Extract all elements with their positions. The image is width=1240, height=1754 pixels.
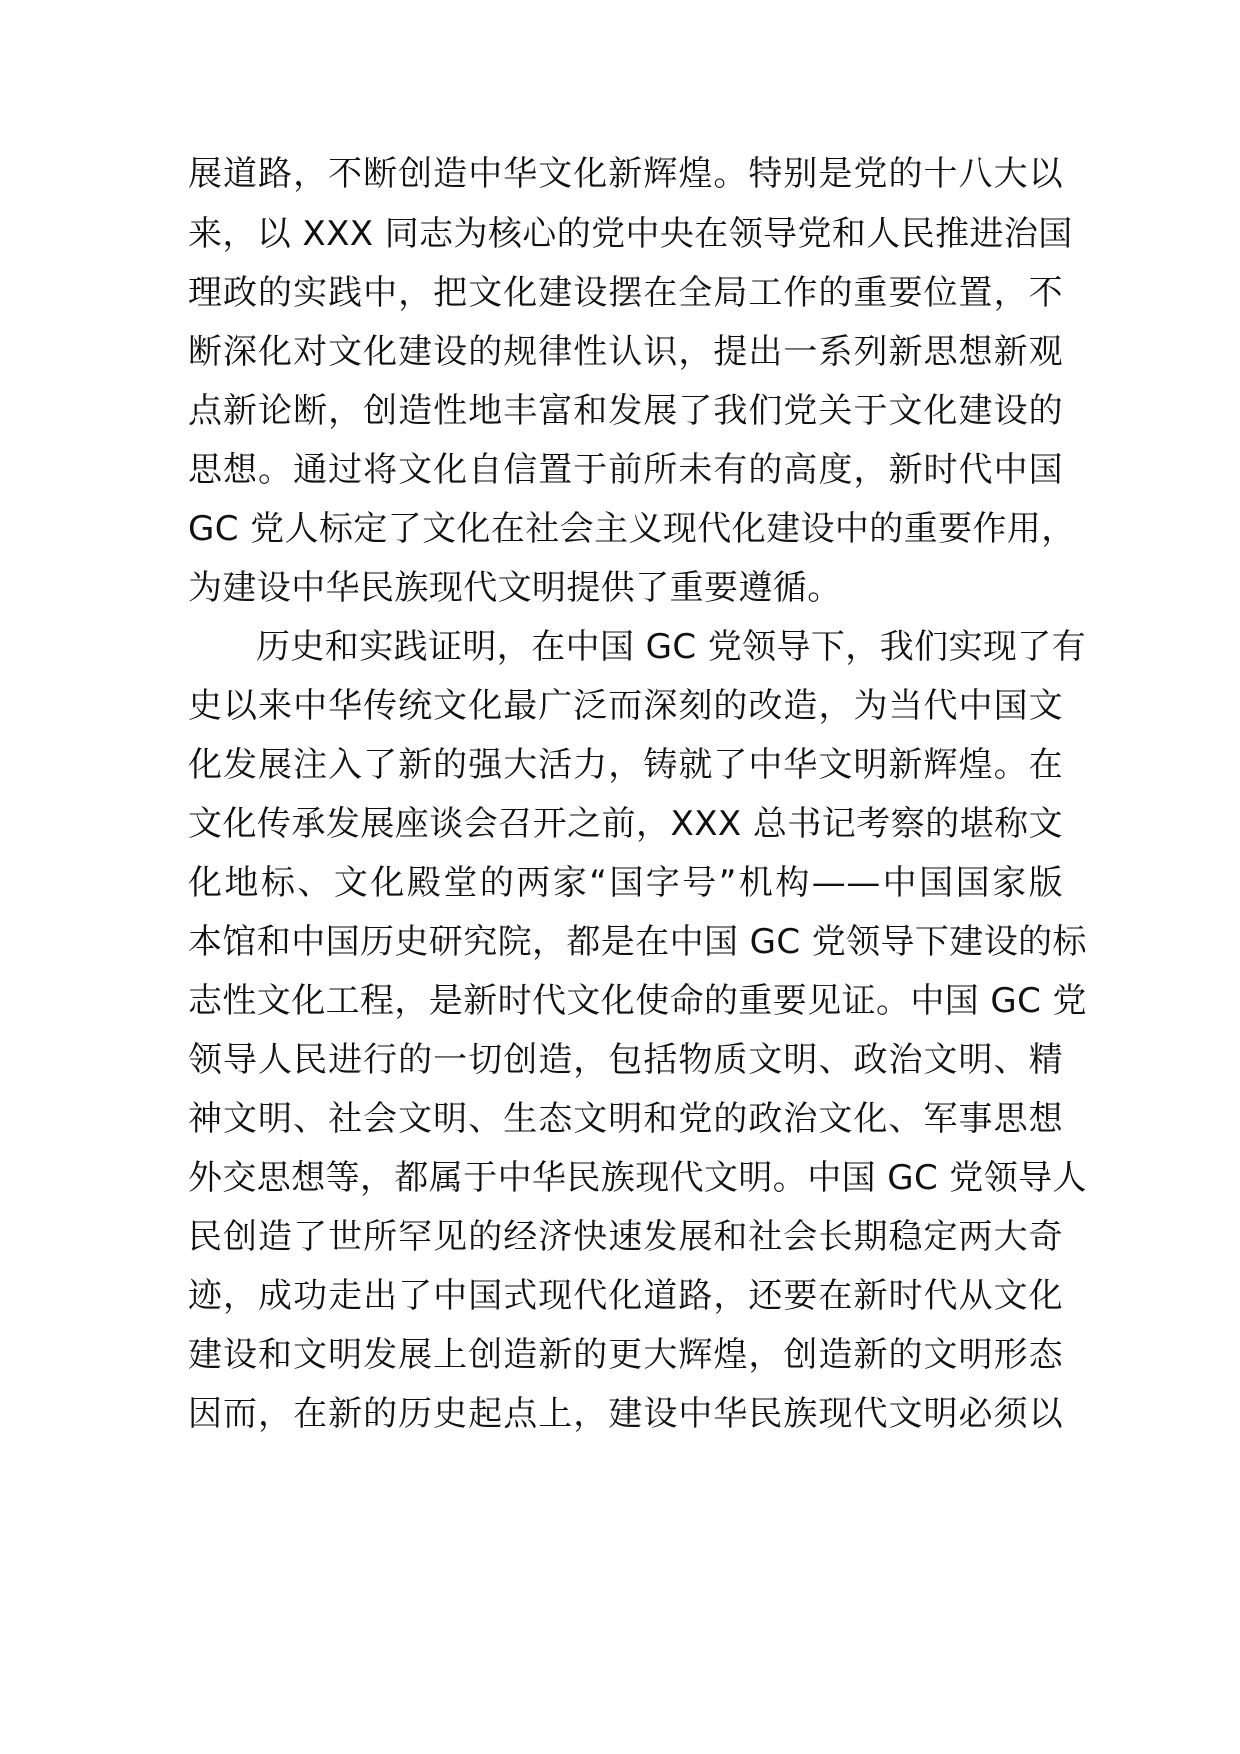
text-line: 思想。通过将文化自信置于前所未有的高度，新时代中国 (188, 450, 1063, 490)
text-line: 化发展注入了新的强大活力，铸就了中华文明新辉煌。在 (188, 745, 1063, 785)
text-line: 断深化对文化建设的规律性认识，提出一系列新思想新观 (188, 332, 1063, 372)
text-line: 化地标、文化殿堂的两家“国字号”机构——中国国家版 (188, 863, 1063, 903)
text-line: 为建设中华民族现代文明提供了重要遵循。 (188, 568, 842, 608)
text-line: 因而，在新的历史起点上，建设中华民族现代文明必须以 (188, 1394, 1063, 1434)
text-line: 史以来中华传统文化最广泛而深刻的改造，为当代中国文 (188, 686, 1063, 726)
text-line: 外交思想等，都属于中华民族现代文明。中国 GC 党领导人 (188, 1158, 1087, 1198)
text-line: 迹，成功走出了中国式现代化道路，还要在新时代从文化 (188, 1276, 1063, 1316)
text-line: 神文明、社会文明、生态文明和党的政治文化、军事思想 (188, 1099, 1063, 1139)
text-line: 本馆和中国历史研究院，都是在中国 GC 党领导下建设的标 (188, 922, 1087, 962)
text-line: 志性文化工程，是新时代文化使命的重要见证。中国 GC 党 (188, 981, 1087, 1021)
text-line: 文化传承发展座谈会召开之前，XXX 总书记考察的堪称文 (188, 804, 1063, 844)
text-line: 理政的实践中，把文化建设摆在全局工作的重要位置，不 (188, 273, 1063, 313)
text-line: GC 党人标定了文化在社会主义现代化建设中的重要作用， (188, 509, 1076, 549)
text-line: 来，以 XXX 同志为核心的党中央在领导党和人民推进治国 (188, 214, 1073, 254)
text-line: 展道路，不断创造中华文化新辉煌。特别是党的十八大以 (188, 154, 1063, 194)
text-line: 领导人民进行的一切创造，包括物质文明、政治文明、精 (188, 1040, 1063, 1080)
text-line: 点新论断，创造性地丰富和发展了我们党关于文化建设的 (188, 391, 1063, 431)
paragraph-first-line: 历史和实践证明，在中国 GC 党领导下，我们实现了有 (256, 627, 1087, 667)
text-line: 建设和文明发展上创造新的更大辉煌，创造新的文明形态 (188, 1335, 1063, 1375)
text-line: 民创造了世所罕见的经济快速发展和社会长期稳定两大奇 (188, 1217, 1063, 1257)
